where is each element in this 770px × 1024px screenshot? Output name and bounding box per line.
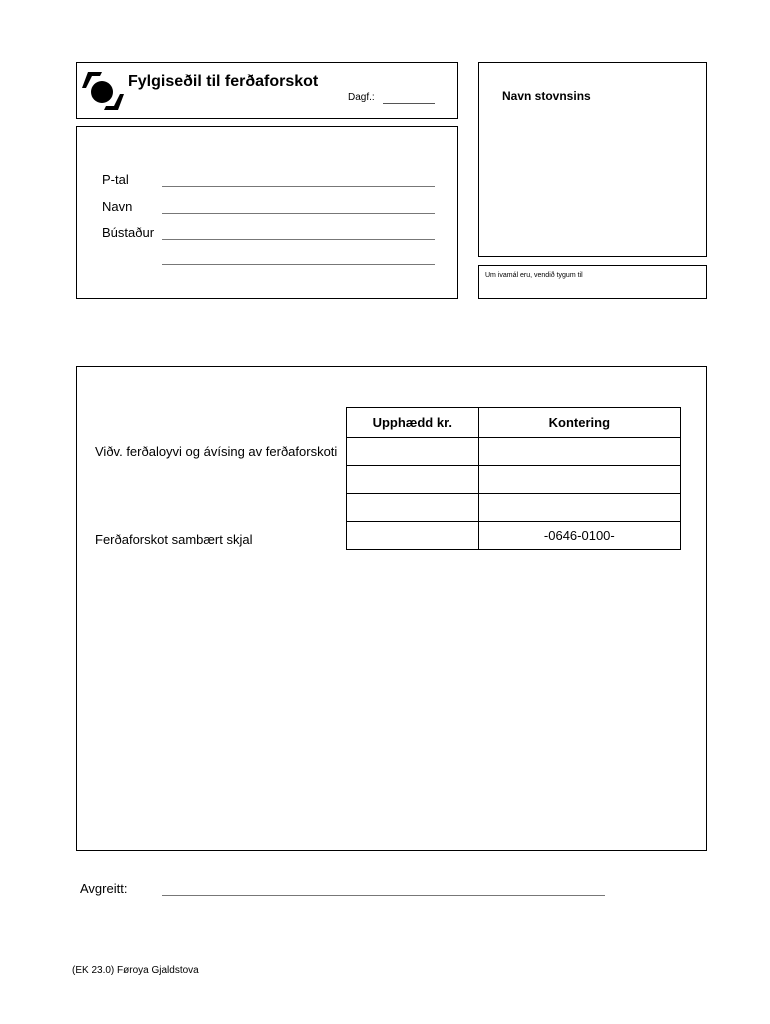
amount-cell[interactable] xyxy=(347,438,479,466)
posting-cell[interactable] xyxy=(478,466,680,494)
institution-title: Navn stovnsins xyxy=(502,89,591,103)
amount-table xyxy=(346,407,681,550)
date-field[interactable] xyxy=(383,103,435,104)
table-row xyxy=(347,438,681,466)
table-row xyxy=(347,522,681,550)
posting-cell[interactable] xyxy=(478,494,680,522)
circle-in-brackets-logo-icon xyxy=(80,68,126,114)
name-field[interactable] xyxy=(162,213,435,214)
approved-label: Avgreitt: xyxy=(80,881,128,896)
travel-permit-row-label: Viðv. ferðaloyvi og ávísing av ferðaforskoti xyxy=(95,444,338,459)
posting-column-header: Kontering xyxy=(478,408,680,438)
table-header-row xyxy=(347,408,681,438)
amount-cell[interactable] xyxy=(347,494,479,522)
ptal-label: P-tal xyxy=(102,172,129,187)
posting-cell[interactable]: -0646-0100- xyxy=(478,522,680,550)
reference-note: Um ivamál eru, vendið tygum til xyxy=(485,272,583,279)
advance-document-row-label: Ferðaforskot sambært skjal xyxy=(95,532,253,547)
address-field-line-2[interactable] xyxy=(162,264,435,265)
approved-signature-field[interactable] xyxy=(162,895,605,896)
table-row xyxy=(347,494,681,522)
ptal-field[interactable] xyxy=(162,186,435,187)
form-title: Fylgiseðil til ferðaforskot xyxy=(128,73,319,90)
name-label: Navn xyxy=(102,199,133,214)
address-field[interactable] xyxy=(162,239,435,240)
reference-box xyxy=(478,265,707,299)
address-label: Bústaður xyxy=(102,225,155,240)
amount-column-header: Upphædd kr. xyxy=(347,408,479,438)
amount-cell[interactable] xyxy=(347,522,479,550)
amount-cell[interactable] xyxy=(347,466,479,494)
form-code: (EK 23.0) Føroya Gjaldstova xyxy=(72,965,199,976)
table-row xyxy=(347,466,681,494)
date-label: Dagf.: xyxy=(348,92,375,103)
posting-cell[interactable] xyxy=(478,438,680,466)
